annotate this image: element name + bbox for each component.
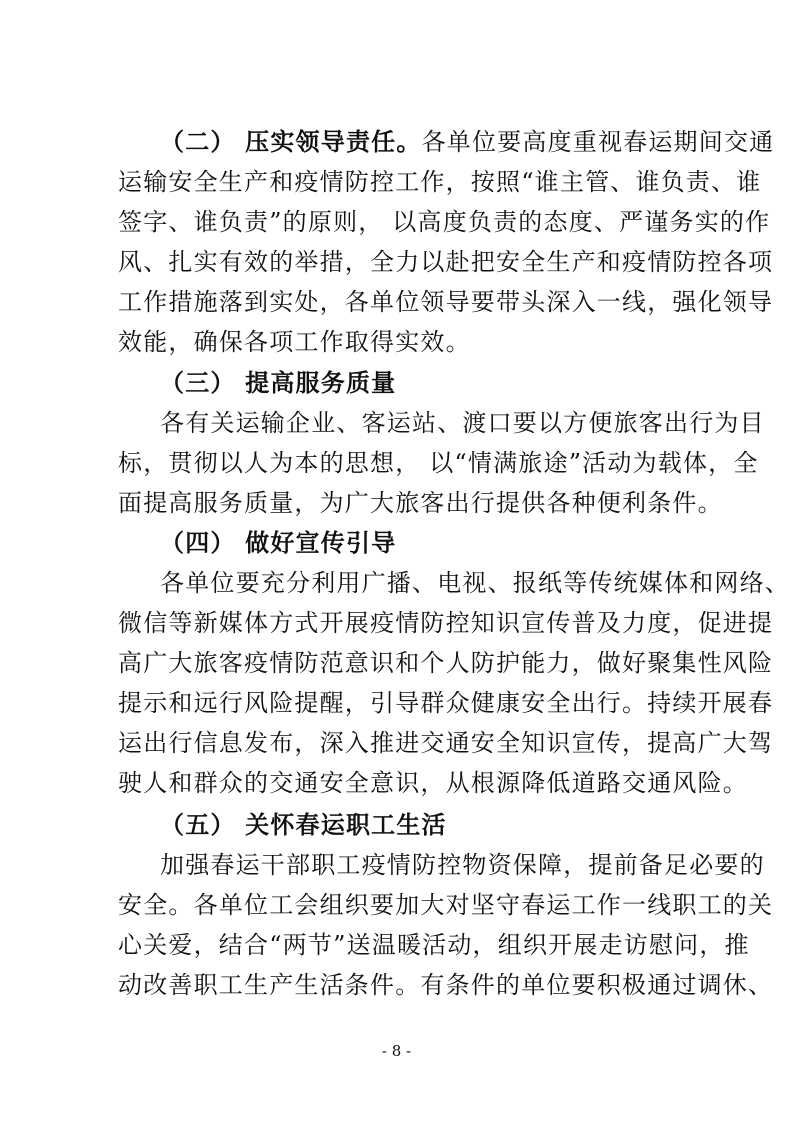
paragraph-line: 面提高服务质量，为广大旅客出行提供各种便利条件。 <box>118 489 723 517</box>
paragraph-line: 高广大旅客疫情防范意识和个人防护能力，做好聚集性风险 <box>118 649 774 677</box>
paragraph-line: 提示和远行风险提醒，引导群众健康安全出行。持续开展春 <box>118 689 774 717</box>
paragraph-line: 微信等新媒体方式开展疫情防控知识宣传普及力度，促进提 <box>118 609 774 637</box>
section-heading: （三） 提高服务质量 <box>160 368 397 397</box>
paragraph-line <box>160 122 775 162</box>
section-heading: （四） 做好宣传引导 <box>160 528 397 557</box>
paragraph-line: 各有关运输企业、客运站、渡口要以方便旅客出行为目 <box>160 409 765 437</box>
paragraph-line: 标，贯彻以人为本的思想， 以“情满旅途”活动为载体，全 <box>118 449 759 477</box>
paragraph-line: 工作措施落到实处，各单位领导要带头深入一线，强化领导 <box>118 288 774 316</box>
paragraph-line: 安全。各单位工会组织要加大对坚守春运工作一线职工的关 <box>118 891 774 919</box>
paragraph-text: 各单位要高度重视春运期间交通 <box>421 128 775 156</box>
section-heading: （二） 压实领导责任。 <box>160 127 422 156</box>
paragraph-line: 心关爱，结合“两节”送温暖活动，组织开展走访慰问，推 <box>118 931 750 959</box>
paragraph-line: 签字、谁负责”的原则， 以高度负责的态度、严谨务实的作 <box>118 208 771 236</box>
paragraph-line: 效能，确保各项工作取得实效。 <box>118 328 471 356</box>
paragraph-line: 动改善职工生产生活条件。有条件的单位要积极通过调休、 <box>118 971 774 999</box>
section-heading: （五） 关怀春运职工生活 <box>160 810 447 839</box>
paragraph-line: 风、扎实有效的举措，全力以赴把安全生产和疫情防控各项 <box>118 248 774 276</box>
paragraph-line: 运输安全生产和疫情防控工作，按照“谁主管、谁负责、谁 <box>118 168 762 196</box>
page-number: - 8 - <box>381 1042 412 1060</box>
paragraph-line: 运出行信息发布，深入推进交通安全知识宣传，提高广大驾 <box>118 729 774 757</box>
paragraph-line: 加强春运干部职工疫情防控物资保障，提前备足必要的 <box>160 851 765 879</box>
paragraph-line: 驶人和群众的交通安全意识，从根源降低道路交通风险。 <box>118 769 748 797</box>
paragraph-line: 各单位要充分利用广播、电视、报纸等传统媒体和网络、 <box>160 569 790 597</box>
